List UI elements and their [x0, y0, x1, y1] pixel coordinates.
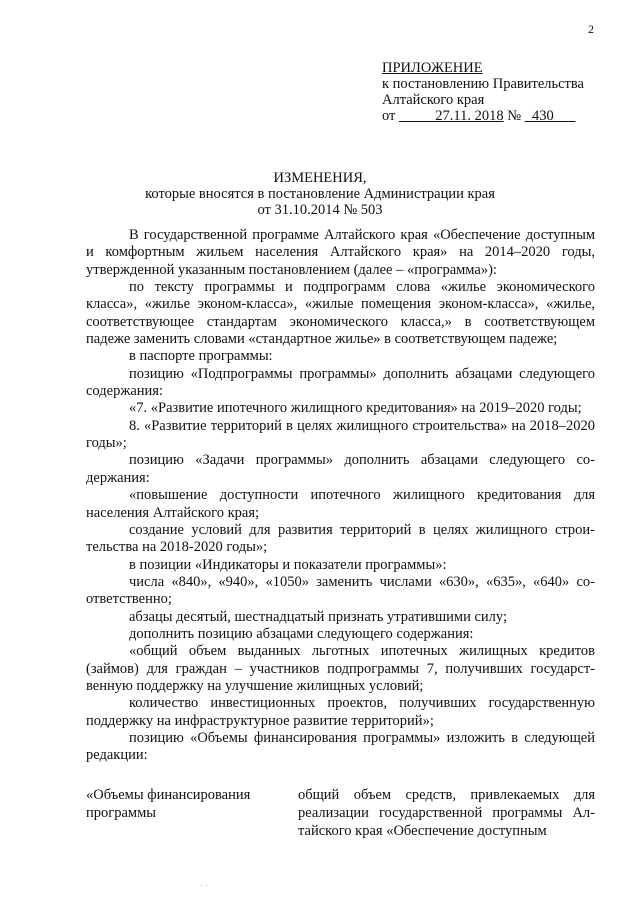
paragraph: создание условий для развития территорий в целях жилищного строительства на 2018-2020 годы»;: [86, 521, 595, 556]
paragraph: «общий объем выданных льготных ипотечных жилищных кредитов (займов) для граждан – участников подпрограммы 7, получивших государственную поддержку на улучшение жилищных условий;: [86, 643, 595, 694]
annex-title: ПРИЛОЖЕНИЕ: [382, 60, 483, 76]
paragraph: числа «840», «940», «1050» заменить числами «630», «635», «640» соответственно;: [86, 573, 595, 608]
annex-number-value: 430: [531, 108, 554, 124]
paragraph: количество инвестиционных проектов, получивших государственную поддержку на инфраструктурное развитие территорий»;: [86, 695, 595, 729]
paragraph: абзацы десятый, шестнадцатый признать утратившими силу;: [129, 608, 507, 625]
annex-date: [399, 108, 504, 124]
paragraph: В государственной программе Алтайского края «Обеспечение доступным и комфортным жильем населения Алтайского края» на 2014–2020 годы, утвержденной указанным постановлением (далее – «программа»):: [86, 227, 595, 278]
annex-number-label: №: [507, 108, 522, 124]
annex-block: [382, 60, 584, 124]
changes-header: [0, 170, 640, 218]
paragraph: позицию «Объемы финансирования программы» изложить в следующей редакции:: [86, 729, 595, 764]
annex-line-2: Алтайского края: [382, 92, 485, 108]
page-number: 2: [588, 22, 594, 36]
annex-number: [525, 108, 576, 124]
paragraph: «7. «Развитие ипотечного жилищного кредитования» на 2019–2020 годы;: [129, 400, 582, 417]
paragraph: в паспорте программы:: [129, 348, 273, 365]
paragraph: 8. «Развитие территорий в целях жилищного строительства» на 2018–2020 годы»;: [86, 417, 595, 452]
changes-title: ИЗМЕНЕНИЯ,: [273, 170, 367, 186]
annex-date-prefix: от: [382, 108, 396, 124]
paragraph: по тексту программы и подпрограмм слова «жилье экономического класса», «жилье эконом-класса», «жилые помещения эконом-класса», «жилье, соответствующее стандартам экономического класса,» в соответствующем падеже заменить словами «стандартное жилье» в соответствующем падеже;: [86, 279, 595, 348]
annex-line-1: к постановлению Правительства: [382, 76, 584, 92]
paragraph: дополнить позицию абзацами следующего содержания:: [129, 625, 474, 642]
paragraph: позицию «Подпрограммы программы» дополнить абзацами следующего содержания:: [86, 365, 595, 400]
changes-subtitle: которые вносятся в постановление Администрации края: [145, 186, 495, 202]
paragraph: позицию «Задачи программы» дополнить абзацами следующего содержания:: [86, 452, 595, 486]
scan-artifact-left: . .: [200, 878, 208, 889]
annex-date-line: [382, 108, 584, 124]
table-right-cell: общий объем средств, привлекаемых для реализации государственной программы Алтайского края «Обеспечение доступным: [298, 787, 595, 839]
paragraph: «повышение доступности ипотечного жилищного кредитования для населения Алтайского края;: [86, 487, 595, 521]
annex-date-value: 27.11. 2018: [435, 108, 504, 124]
paragraph: в позиции «Индикаторы и показатели программы»:: [129, 556, 447, 573]
table-left-cell: «Объемы финансирования программы: [86, 787, 251, 821]
changes-date-line: от 31.10.2014 № 503: [257, 202, 383, 218]
document-body: [86, 227, 595, 765]
